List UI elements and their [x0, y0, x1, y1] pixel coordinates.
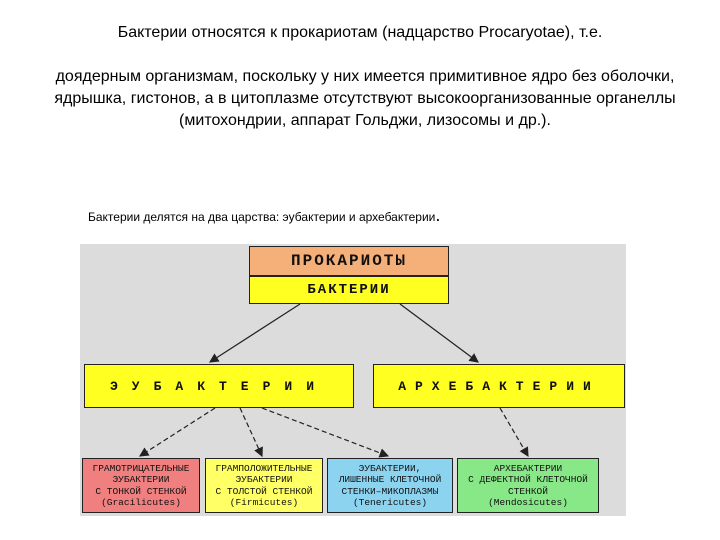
- intro-latin-term: Procaryotae: [478, 24, 565, 41]
- arrow-to-eubacteria: [210, 304, 300, 362]
- group-latin: (Gracilicutes): [101, 497, 181, 508]
- group-line: ЭУБАКТЕРИИ: [235, 474, 293, 485]
- group-latin: (Firmicutes): [229, 497, 299, 508]
- group-line: С ДЕФЕКТНОЙ КЛЕТОЧНОЙ: [468, 474, 588, 485]
- intro-end: ), т.е.: [564, 24, 603, 41]
- arrow-to-firmicutes: [240, 408, 262, 456]
- arrow-to-gracilicutes: [140, 408, 215, 456]
- group-line: ГРАМПОЛОЖИТЕЛЬНЫЕ: [215, 462, 313, 474]
- group-line: СТЕНКОЙ: [508, 485, 548, 497]
- group-latin: (Tenericutes): [352, 497, 428, 508]
- group-line: ЭУБАКТЕРИИ,: [358, 462, 422, 474]
- group-line: АРХЕБАКТЕРИИ: [493, 462, 563, 474]
- kingdoms-text: Бактерии делятся на два царства:: [88, 210, 280, 224]
- kingdom-and: и: [348, 210, 356, 224]
- group-line: ЛИШЕННЫЕ КЛЕТОЧНОЙ: [338, 474, 442, 485]
- intro-paragraph: доядерным организмам, поскольку у них имеется примитивное ядро без оболочки, ядрышка, гистонов, а в цитоплазме отсутствуют высокоорганизованные органеллы (митохондрии, аппарат Гольджи, лизосомы и др.).: [54, 68, 676, 129]
- group-line: С ТОНКОЙ СТЕНКОЙ: [95, 485, 187, 497]
- tenericutes-box: [327, 458, 453, 513]
- bacteria-box: БАКТЕРИИ: [249, 276, 449, 304]
- group-line: С ТОЛСТОЙ СТЕНКОЙ: [215, 485, 313, 497]
- intro-bacteria-word: Бактерии: [117, 24, 188, 41]
- arrow-to-archaebacteria: [400, 304, 478, 362]
- kingdoms-dot: .: [435, 205, 441, 225]
- prokaryotes-box: ПРОКАРИОТЫ: [249, 246, 449, 276]
- kingdom-arch-word: архебактерии: [358, 210, 436, 224]
- intro-text: относятся к прокариотам (надцарство: [187, 24, 479, 41]
- firmicutes-box: [205, 458, 323, 513]
- mendosicutes-box: [457, 458, 599, 513]
- group-latin: (Mendosicutes): [488, 497, 568, 508]
- group-line: ЭУБАКТЕРИИ: [112, 474, 170, 485]
- eubacteria-box: ЭУБАКТЕРИИ: [84, 364, 354, 408]
- gracilicutes-box: [82, 458, 200, 513]
- group-line: СТЕНКИ–МИКОПЛАЗМЫ: [341, 485, 439, 497]
- arrow-to-mendosicutes: [500, 408, 528, 456]
- arrow-to-tenericutes: [262, 408, 388, 456]
- group-line: ГРАМОТРИЦАТЕЛЬНЫЕ: [92, 462, 190, 474]
- archaebacteria-box: АРХЕБАКТЕРИИ: [373, 364, 625, 408]
- kingdom-eu-word: эубактерии: [282, 210, 346, 224]
